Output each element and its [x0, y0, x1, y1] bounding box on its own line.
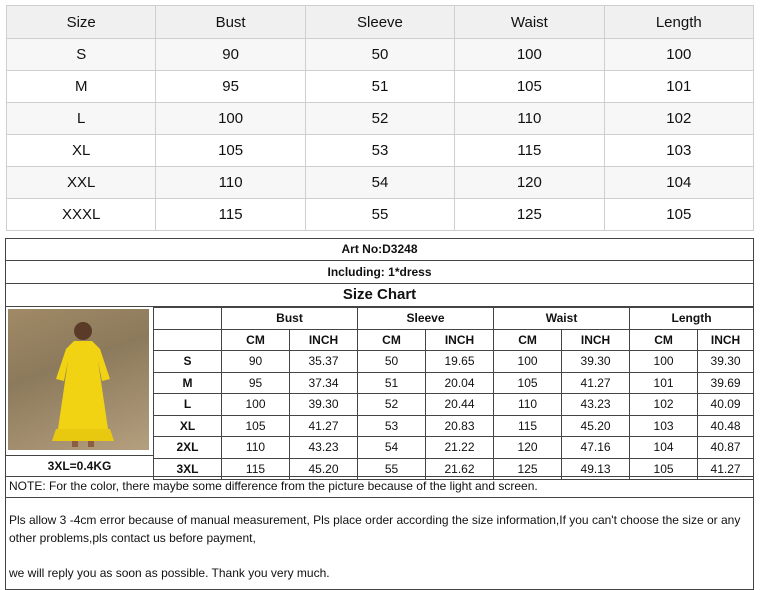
cell: XXXL [7, 199, 156, 231]
cell: 105 [604, 199, 753, 231]
group-sleeve: Sleeve [358, 308, 494, 330]
table-row [7, 39, 754, 71]
table-row [154, 415, 754, 437]
size-cell: S [154, 351, 222, 373]
cell: 40.09 [698, 394, 754, 416]
cell: 54 [358, 437, 426, 459]
cell: 95 [156, 71, 305, 103]
cell: 120 [494, 437, 562, 459]
header-cell: Sleeve [305, 6, 454, 39]
cell: 105 [455, 71, 604, 103]
cell: 39.30 [698, 351, 754, 373]
group-length: Length [630, 308, 754, 330]
cell: 40.87 [698, 437, 754, 459]
cell: 104 [630, 437, 698, 459]
cell: 52 [305, 103, 454, 135]
cell: 102 [604, 103, 753, 135]
table-row [7, 135, 754, 167]
cell: 49.13 [562, 458, 630, 480]
cell: 110 [455, 103, 604, 135]
cell: 21.22 [426, 437, 494, 459]
table-row [7, 167, 754, 199]
cell: 20.83 [426, 415, 494, 437]
cell: 55 [358, 458, 426, 480]
cell: 43.23 [290, 437, 358, 459]
color-note: NOTE: For the color, there maybe some difference from the picture because of the light and screen. [6, 476, 753, 498]
size-chart-panel [5, 238, 754, 590]
cell: 115 [222, 458, 290, 480]
cell: 103 [604, 135, 753, 167]
cell: XXL [7, 167, 156, 199]
unit-cell: CM [630, 329, 698, 351]
header-cell: Length [604, 6, 753, 39]
unit-cell: CM [222, 329, 290, 351]
cell: 101 [604, 71, 753, 103]
blank-cell [154, 308, 222, 330]
unit-cell: INCH [698, 329, 754, 351]
cell: 115 [156, 199, 305, 231]
group-header-row [154, 308, 754, 330]
size-table-header [7, 6, 754, 39]
cell: 105 [156, 135, 305, 167]
cell: 55 [305, 199, 454, 231]
cell: 120 [455, 167, 604, 199]
cell: 110 [222, 437, 290, 459]
cell: 20.04 [426, 372, 494, 394]
cell: 100 [222, 394, 290, 416]
group-bust: Bust [222, 308, 358, 330]
size-cell: 3XL [154, 458, 222, 480]
unit-cell: INCH [290, 329, 358, 351]
cell: M [7, 71, 156, 103]
unit-cell: CM [494, 329, 562, 351]
table-row [154, 437, 754, 459]
group-waist: Waist [494, 308, 630, 330]
size-cell: M [154, 372, 222, 394]
weight-label: 3XL=0.4KG [6, 455, 154, 476]
size-chart-table [153, 307, 754, 480]
header-cell: Waist [455, 6, 604, 39]
size-cell: L [154, 394, 222, 416]
unit-cell: CM [358, 329, 426, 351]
cell: 110 [156, 167, 305, 199]
cell: 41.27 [290, 415, 358, 437]
cell: 104 [604, 167, 753, 199]
cell: 103 [630, 415, 698, 437]
dress-image [38, 319, 128, 447]
blank-cell [154, 329, 222, 351]
cell: 125 [455, 199, 604, 231]
cell: 90 [156, 39, 305, 71]
cell: 20.44 [426, 394, 494, 416]
cell: 101 [630, 372, 698, 394]
cell: 115 [494, 415, 562, 437]
table-row [7, 71, 754, 103]
unit-cell: INCH [426, 329, 494, 351]
unit-cell: INCH [562, 329, 630, 351]
cell: 39.30 [290, 394, 358, 416]
cell: 40.48 [698, 415, 754, 437]
cell: 45.20 [290, 458, 358, 480]
cell: 51 [305, 71, 454, 103]
cell: 105 [222, 415, 290, 437]
cell: 105 [630, 458, 698, 480]
product-photo [8, 309, 149, 450]
cell: 100 [455, 39, 604, 71]
cell: 125 [494, 458, 562, 480]
cell: 47.16 [562, 437, 630, 459]
table-row [154, 394, 754, 416]
header-cell: Size [7, 6, 156, 39]
cell: 53 [358, 415, 426, 437]
art-number: Art No:D3248 [6, 239, 753, 261]
cell: S [7, 39, 156, 71]
table-row [7, 199, 754, 231]
cell: 53 [305, 135, 454, 167]
unit-header-row [154, 329, 754, 351]
size-cell: XL [154, 415, 222, 437]
cell: 50 [305, 39, 454, 71]
size-chart-title: Size Chart [6, 284, 753, 307]
cell: 105 [494, 372, 562, 394]
cell: 39.69 [698, 372, 754, 394]
cell: 102 [630, 394, 698, 416]
table-row [154, 372, 754, 394]
cell: 45.20 [562, 415, 630, 437]
cell: 100 [156, 103, 305, 135]
cell: 52 [358, 394, 426, 416]
cell: 95 [222, 372, 290, 394]
cell: 37.34 [290, 372, 358, 394]
cell: 19.65 [426, 351, 494, 373]
cell: 50 [358, 351, 426, 373]
cell: 54 [305, 167, 454, 199]
table-row [154, 351, 754, 373]
header-cell: Bust [156, 6, 305, 39]
measurement-note: Pls allow 3 -4cm error because of manual measurement, Pls place order according the size information,If you can't choose the size or any other problems,pls contact us before payment, [9, 513, 741, 545]
cell: 110 [494, 394, 562, 416]
cell: 51 [358, 372, 426, 394]
reply-note: we will reply you as soon as possible. Thank you very much. [9, 566, 330, 580]
cell: XL [7, 135, 156, 167]
including-line: Including: 1*dress [6, 261, 753, 284]
cell: 43.23 [562, 394, 630, 416]
cell: 21.62 [426, 458, 494, 480]
cell: 100 [630, 351, 698, 373]
cell: 41.27 [698, 458, 754, 480]
size-cell: 2XL [154, 437, 222, 459]
cell: 115 [455, 135, 604, 167]
cell: 41.27 [562, 372, 630, 394]
cell: 35.37 [290, 351, 358, 373]
size-table [6, 5, 754, 231]
table-row [7, 103, 754, 135]
cell: 100 [494, 351, 562, 373]
cell: 39.30 [562, 351, 630, 373]
cell: 90 [222, 351, 290, 373]
cell: 100 [604, 39, 753, 71]
cell: L [7, 103, 156, 135]
